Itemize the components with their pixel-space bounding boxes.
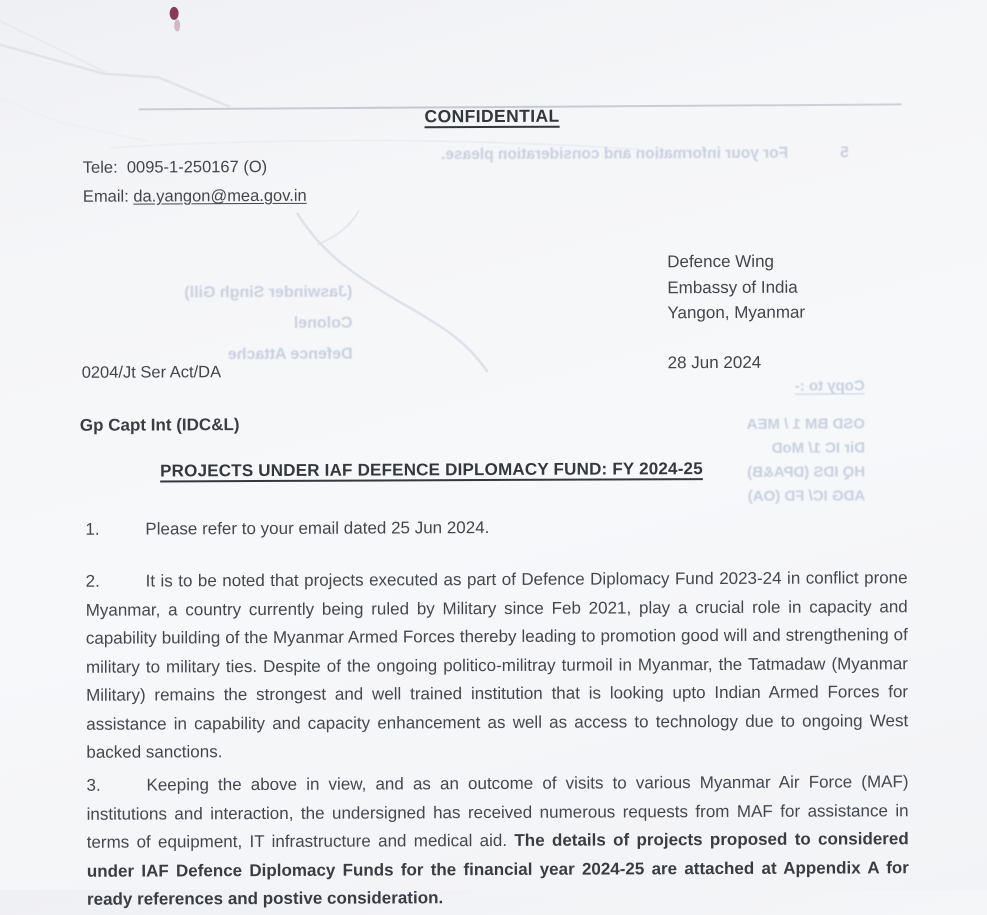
email-line [83,182,307,212]
bleedthrough-signature-block [127,277,352,371]
bleedthrough-signature-title: Defence Attache [128,339,353,371]
sender-line: Defence Wing [667,249,805,275]
paragraph-2 [86,564,909,767]
bleedthrough-note-number: 5 [840,144,849,161]
signature-bleed-swirl [317,211,359,245]
bleedthrough-copy-to-recipient: OSD BM 1 / MEA [733,412,865,437]
paper-crease [0,43,231,108]
bleedthrough-copy-to-recipient: ADG IC/ FD (OA) [733,484,865,509]
bleedthrough-copy-to-block [733,374,866,509]
paragraph-number: 1. [85,516,101,545]
red-ink-mark [170,7,179,20]
email-address: da.yangon@mea.gov.in [133,187,306,206]
tele-label: Tele: [83,159,118,177]
subject-heading: PROJECTS UNDER IAF DEFENCE DIPLOMACY FUND: FY 2024-25 [160,459,703,481]
sender-line: Embassy of India [667,274,805,300]
paragraph-text-bold: The details of projects proposed to considered under IAF Defence Diplomacy Funds for the financial year 2024-25 are attached at Appendix A for ready references and postive consideration. [87,829,909,909]
reference-number: 0204/Jt Ser Act/DA [82,363,221,383]
paragraph-text: Please refer to your email dated 25 Jun 2024. [145,518,489,539]
paragraph-3 [86,768,909,914]
red-ink-mark [174,19,180,31]
sender-address-block [667,249,805,326]
bleedthrough-signature-name: (Jaswinder Singh Gill) [127,277,352,309]
bleedthrough-note [379,144,849,164]
paragraph-number: 2. [86,568,102,597]
email-label: Email: [83,188,129,206]
tele-value: 0095-1-250167 (O) [127,158,267,177]
classification-heading: CONFIDENTIAL [0,104,986,129]
contact-block [83,153,307,212]
paragraph-text: Keeping the above in view, and as an outcome of visits to various Myanmar Air Force (MAF) institutions and interaction, the undersigned has received numerous requests from MAF for assistance in terms of equipment, IT infrastructure and medical aid. [87,772,909,852]
paragraph-1 [85,512,907,544]
tele-line [83,153,307,183]
paper-crease [0,20,106,73]
sender-line: Yangon, Myanmar [667,300,805,326]
bleedthrough-copy-to-heading: Copy to :- [733,374,865,399]
paragraph-number: 3. [86,772,102,801]
bleedthrough-copy-to-recipient: HQ IDS (DPA&B) [733,460,865,485]
letter-date: 28 Jun 2024 [668,353,762,373]
bleedthrough-note-text: For your information and consideration please. [441,145,788,164]
paragraph-text: It is to be noted that projects executed as part of Defence Diplomacy Fund 2023-24 in conflict prone Myanmar, a country currently being ruled by Military since Feb 2021, play a crucial role in capacity and capability building of the Myanmar Armed Forces thereby leading to promotion good will and strengthening of military to military ties. Despite of the ongoing politico-militray turmoil in Myanmar, the Tatmadaw (Myanmar Military) remains the strongest and well trained institution that is looking upto Indian Armed Forces for assistance in capability and capacity enhancement as well as access to technology due to ongoing West backed sanctions. [86,568,909,762]
bleedthrough-signature-rank: Colonel [127,308,352,340]
addressee: Gp Capt Int (IDC&L) [80,415,240,436]
bleedthrough-copy-to-recipient: Dir IC 1/ MoD [733,436,865,461]
